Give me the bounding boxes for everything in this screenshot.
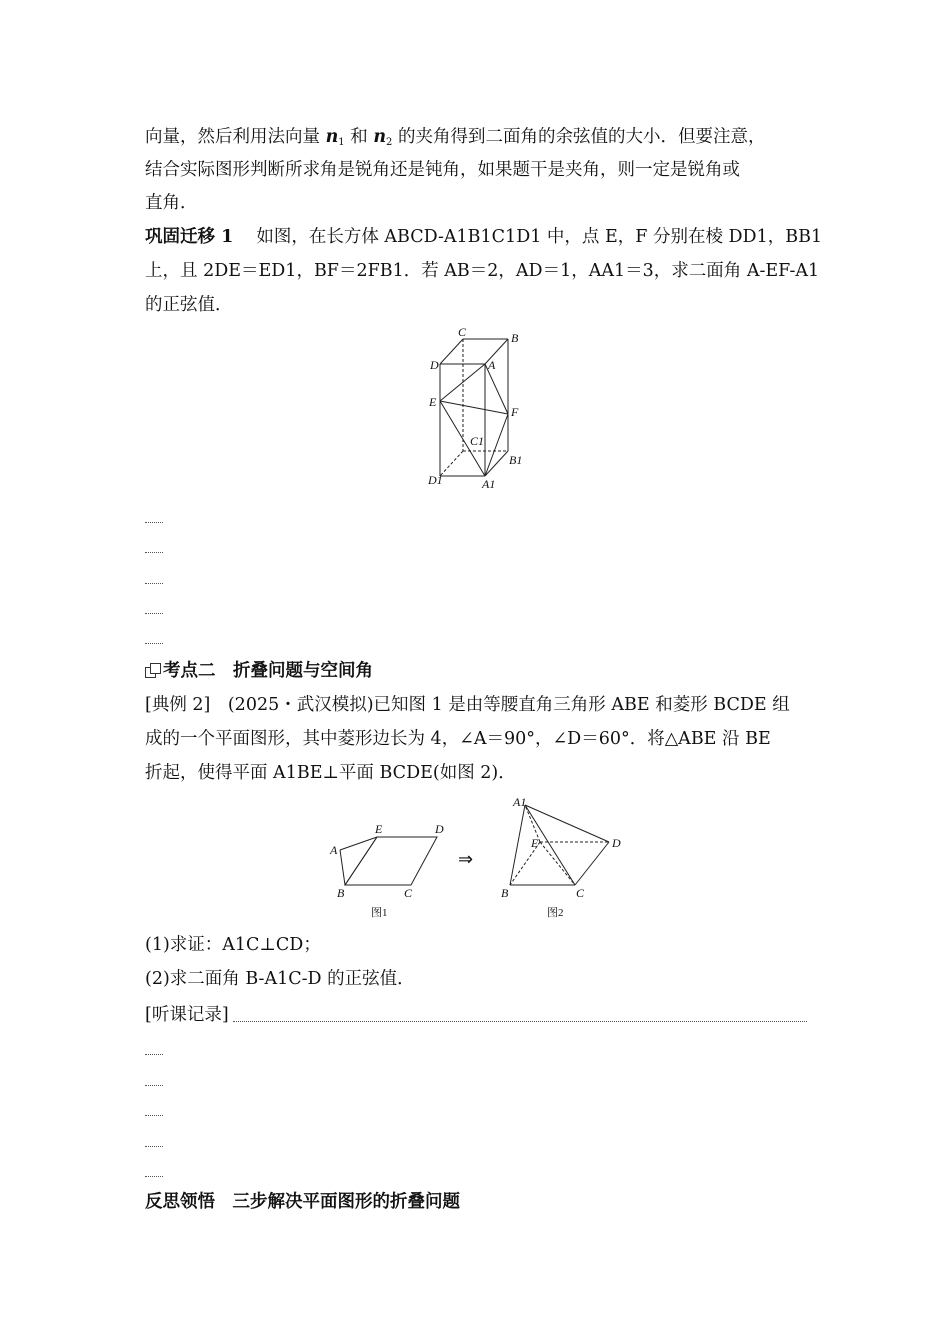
answer-line	[145, 1084, 163, 1086]
figure2-right-label-d: D	[612, 836, 621, 850]
figure2-right-label-a1: A1	[513, 795, 527, 809]
figure1-label-c1: C1	[470, 434, 485, 448]
figure1-label-e: E	[429, 395, 437, 409]
answer-line	[145, 612, 163, 614]
answer-line	[145, 1145, 163, 1147]
folding-figure	[325, 795, 635, 920]
figure2-left-label-e: E	[375, 822, 383, 836]
question-2: (2)求二面角 B-A1C-D 的正弦值．	[145, 969, 415, 989]
intro-line-2: 结合实际图形判断所求角是锐角还是钝角，如果题干是夹角，则一定是锐角或	[145, 160, 740, 180]
answer-line	[145, 1053, 163, 1055]
question-1: (1)求证：A1C⊥CD；	[145, 935, 321, 955]
notes-row	[145, 1004, 787, 1026]
exercise-1-line-2: 上，且 2DE＝ED1，BF＝2FB1．若 AB＝2，AD＝1，AA1＝3，求二面角 A-EF-A1	[145, 261, 820, 281]
transform-arrow: ⇒	[458, 849, 474, 869]
answer-line	[145, 1175, 163, 1177]
section-2-title: 考点二 折叠问题与空间角	[145, 660, 373, 682]
figure1-label-d1: D1	[428, 473, 443, 487]
figure2-left-label-d: D	[435, 822, 444, 836]
figure2-caption-right: 图2	[547, 907, 564, 919]
figure2-left-label-a: A	[330, 843, 338, 857]
figure2-right-label-e: E	[531, 836, 539, 850]
figure1-label-b: B	[511, 331, 519, 345]
reflection-title: 反思领悟 三步解决平面图形的折叠问题	[145, 1192, 460, 1212]
notes-label: [听课记录]	[145, 1005, 229, 1025]
example-2-line-1: [典例 2] (2025・武汉模拟)已知图 1 是由等腰直角三角形 ABE 和菱形 BCDE 组	[145, 695, 790, 715]
figure1-label-d: D	[430, 358, 439, 372]
example-2-line-2: 成的一个平面图形，其中菱形边长为 4，∠A＝90°，∠D＝60°．将△ABE 沿 BE	[145, 729, 771, 749]
answer-line	[145, 642, 163, 644]
intro-line-3: 直角．	[145, 193, 198, 213]
notes-line	[233, 1021, 807, 1022]
intro-line-1: 向量，然后利用法向量 $n_1$ 和 $n_2$ 的夹角得到二面角的余弦值的大小．但要注意，	[145, 127, 766, 148]
example-2-line-3: 折起，使得平面 A1BE⊥平面 BCDE(如图 2)．	[145, 763, 516, 783]
section-icon	[145, 663, 160, 678]
figure1-label-a: A	[488, 358, 496, 372]
example-tag: [典例 2]	[145, 695, 211, 715]
exercise-1-line-1: 巩固迁移 1 如图，在长方体 ABCD-A1B1C1D1 中，点 E，F 分别在棱 DD1，BB1	[145, 227, 823, 247]
figure2-right-label-c: C	[576, 886, 585, 900]
figure2-left-label-c: C	[404, 886, 413, 900]
figure2-caption-left: 图1	[371, 907, 388, 919]
figure1-label-b1: B1	[509, 453, 523, 467]
figure1-label-a1: A1	[482, 477, 496, 491]
answer-line	[145, 1114, 163, 1116]
exercise-heading: 巩固迁移 1	[145, 227, 234, 247]
answer-line	[145, 521, 163, 523]
figure2-right-label-b: B	[501, 886, 509, 900]
exercise-1-line-3: 的正弦值．	[145, 295, 233, 315]
figure1-label-f: F	[511, 405, 519, 419]
cuboid-figure	[420, 326, 535, 494]
figure1-label-c: C	[458, 326, 467, 339]
answer-line	[145, 582, 163, 584]
answer-line	[145, 551, 163, 553]
figure2-left-label-b: B	[337, 886, 345, 900]
